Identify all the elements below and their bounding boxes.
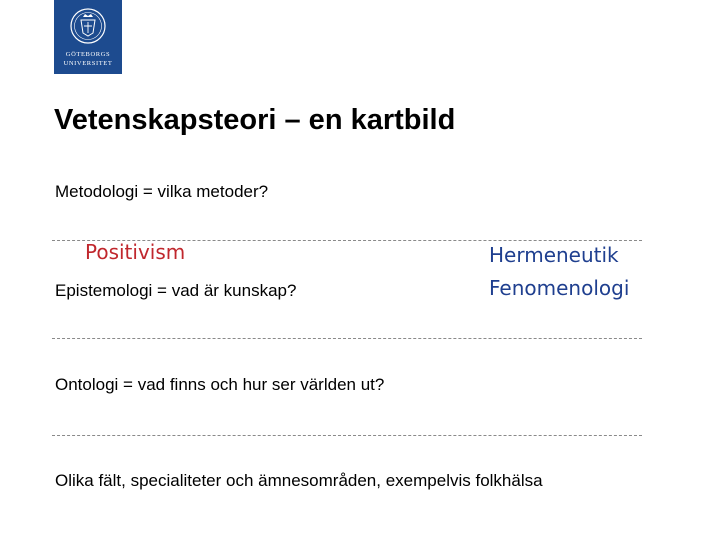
metodologi-label: Metodologi = vilka metoder? — [55, 182, 269, 201]
university-seal-icon — [54, 0, 122, 52]
university-logo — [54, 0, 122, 74]
hermeneutik-label: Hermeneutik — [489, 243, 619, 267]
falt-label: Olika fält, specialiteter och ämnesområden, exempelvis folkhälsa — [55, 471, 543, 490]
slide-title: Vetenskapsteori – en kartbild — [54, 104, 456, 136]
positivism-label: Positivism — [85, 240, 186, 264]
fenomenologi-label: Fenomenologi — [489, 276, 630, 300]
logo-text-line2: UNIVERSITET — [63, 60, 113, 67]
epistemologi-label: Epistemologi = vad är kunskap? — [55, 281, 297, 300]
logo-text-line1: GÖTEBORGS — [65, 51, 111, 58]
ontologi-label: Ontologi = vad finns och hur ser världen ut? — [55, 375, 385, 394]
divider-2 — [52, 338, 642, 339]
divider-3 — [52, 435, 642, 436]
